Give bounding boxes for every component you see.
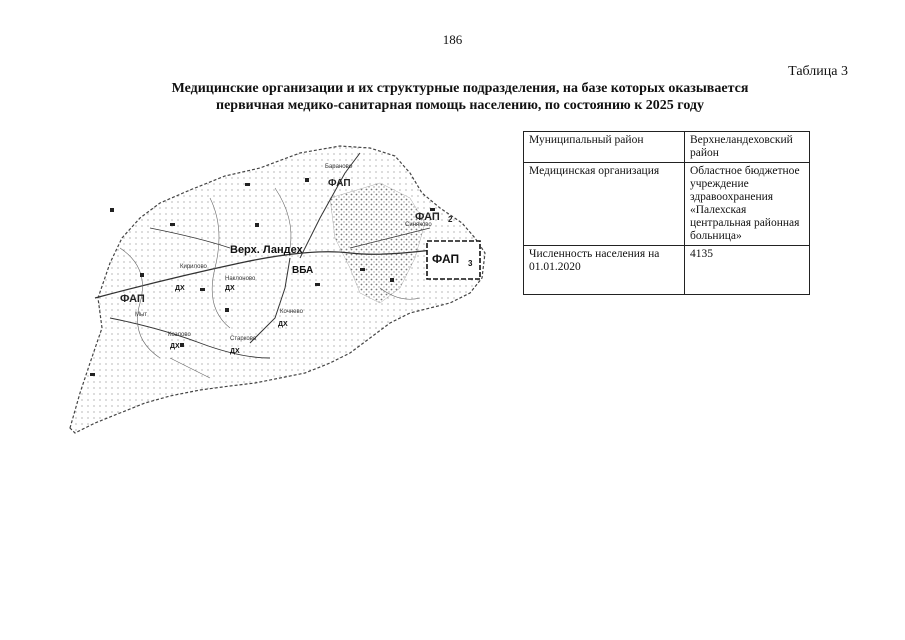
district-map xyxy=(50,128,505,458)
village-label-naklonovo: Наклоново xyxy=(225,276,256,282)
fap-label: ФАП xyxy=(328,178,351,189)
fap-marker-west xyxy=(120,293,145,305)
fap-label: ФАП xyxy=(120,293,145,305)
settlement-mark xyxy=(180,343,184,347)
title-line-1: Медицинские организации и их структурные подразделения, на базе которых оказывается xyxy=(171,81,749,96)
dh-label: ДХ xyxy=(278,321,288,328)
fap-label: ФАП xyxy=(415,211,440,223)
fap-label: ФАП xyxy=(432,252,460,266)
dh-label: ДХ xyxy=(175,285,185,292)
dh-label: ДХ xyxy=(225,285,235,292)
page-number: 186 xyxy=(442,32,463,47)
village-label-kirilovo: Кирилово xyxy=(180,264,207,270)
village-label-kochnevo: Кочнево xyxy=(280,309,303,315)
fap-marker-baranovo xyxy=(328,178,351,189)
settlement-mark xyxy=(360,268,365,271)
settlement-mark xyxy=(390,278,394,282)
center-label: Верх. Ландех xyxy=(230,244,303,256)
table-key: Численность населения на 01.01.2020 xyxy=(524,246,685,295)
settlement-mark xyxy=(140,273,144,277)
settlement-mark xyxy=(315,283,320,286)
dh-label: ДХ xyxy=(230,348,240,355)
vba-label: ВБА xyxy=(292,265,314,276)
village-label-baranovo: Бараново xyxy=(325,164,353,170)
fap-number: 2 xyxy=(448,215,453,224)
table-label: Таблица 3 xyxy=(788,64,848,79)
village-label-starkovo: Старково xyxy=(230,336,257,342)
settlement-mark xyxy=(110,208,114,212)
fap-number: 3 xyxy=(468,259,473,268)
dh-label: ДХ xyxy=(170,343,180,350)
table-value: Верхнеландеховский район xyxy=(685,132,810,163)
settlement-mark xyxy=(245,183,250,186)
settlement-mark xyxy=(225,308,229,312)
settlement-mark xyxy=(255,223,259,227)
table-row xyxy=(524,246,810,295)
village-label-myt: Мыт xyxy=(135,312,148,318)
district-boundary xyxy=(70,146,485,433)
info-table xyxy=(523,131,810,295)
page-title xyxy=(100,80,820,114)
table-key: Медицинская организация xyxy=(524,163,685,246)
village-label-sinyakovo: Синяково xyxy=(405,222,432,228)
table-key: Муниципальный район xyxy=(524,132,685,163)
title-line-2: первичная медико-санитарная помощь населению, по состоянию к 2025 году xyxy=(216,98,704,113)
settlement-mark xyxy=(200,288,205,291)
village-label-kozlovo: Козлово xyxy=(168,332,191,338)
settlement-mark xyxy=(305,178,309,182)
fap-highlight xyxy=(427,241,480,279)
table-row xyxy=(524,163,810,246)
settlement-mark xyxy=(170,223,175,226)
settlement-mark xyxy=(90,373,95,376)
table-value: Областное бюджетное учреждение здравоохранения «Палехская центральная районная больница» xyxy=(685,163,810,246)
table-row xyxy=(524,132,810,163)
table-value: 4135 xyxy=(685,246,810,295)
